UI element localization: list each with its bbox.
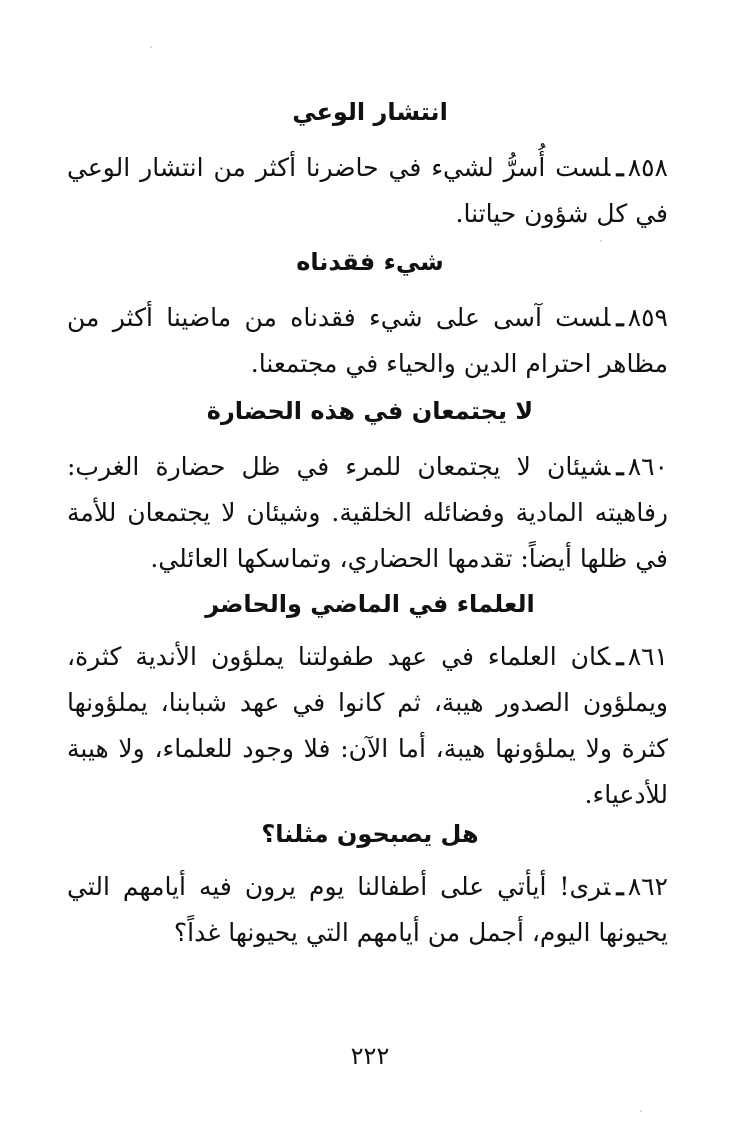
entry-text: شيئان لا يجتمعان للمرء في ظل حضارة الغرب: رفاهيته المادية وفضائله الخلقية. وشيئان لا يجتمعان للأمة في ظلها أيضاً: تقدمها الحضاري، وتماسكها العائلي.	[67, 452, 668, 573]
entry-number: ٨٦٢	[627, 872, 668, 901]
entry-paragraph	[67, 295, 668, 387]
entry-text: لست أُسرُّ لشيء في حاضرنا أكثر من انتشار الوعي في كل شؤون حياتنا.	[67, 153, 668, 228]
entry-paragraph	[67, 634, 668, 818]
section-heading: انتشار الوعي	[292, 98, 448, 126]
entry-text: ترى! أيأتي على أطفالنا يوم يرون فيه أيامهم التي يحيونها اليوم، أجمل من أيامهم التي يحيونها غداً؟	[67, 872, 668, 947]
entry-paragraph	[67, 864, 668, 956]
page-number: ٢٢٢	[350, 1042, 390, 1070]
entry-dash: ـ	[616, 872, 624, 901]
entry-number: ٨٥٨	[627, 153, 668, 182]
entry-text: لست آسى على شيء فقدناه من ماضينا أكثر من مظاهر احترام الدين والحياء في مجتمعنا.	[67, 303, 668, 378]
entry-number: ٨٦٠	[627, 452, 668, 481]
section-heading: العلماء في الماضي والحاضر	[205, 590, 535, 618]
entry-paragraph	[67, 444, 668, 582]
section-heading: لا يجتمعان في هذه الحضارة	[206, 397, 534, 425]
scan-speck	[150, 46, 152, 48]
entry-paragraph	[67, 145, 668, 237]
scan-speck	[640, 1110, 642, 1112]
section-heading: هل يصبحون مثلنا؟	[261, 820, 479, 848]
entry-number: ٨٥٩	[627, 303, 668, 332]
entry-dash: ـ	[616, 642, 624, 671]
section-heading: شيء فقدناه	[296, 248, 444, 276]
entry-dash: ـ	[616, 153, 624, 182]
entry-dash: ـ	[616, 452, 624, 481]
scan-speck	[600, 240, 602, 242]
entry-dash: ـ	[616, 303, 624, 332]
entry-number: ٨٦١	[627, 642, 668, 671]
entry-text: كان العلماء في عهد طفولتنا يملؤون الأندية كثرة، ويملؤون الصدور هيبة، ثم كانوا في عهد شبابنا، يملؤونها كثرة ولا يملؤونها هيبة، أما الآن: فلا وجود للعلماء، ولا هيبة للأدعياء.	[67, 642, 668, 809]
